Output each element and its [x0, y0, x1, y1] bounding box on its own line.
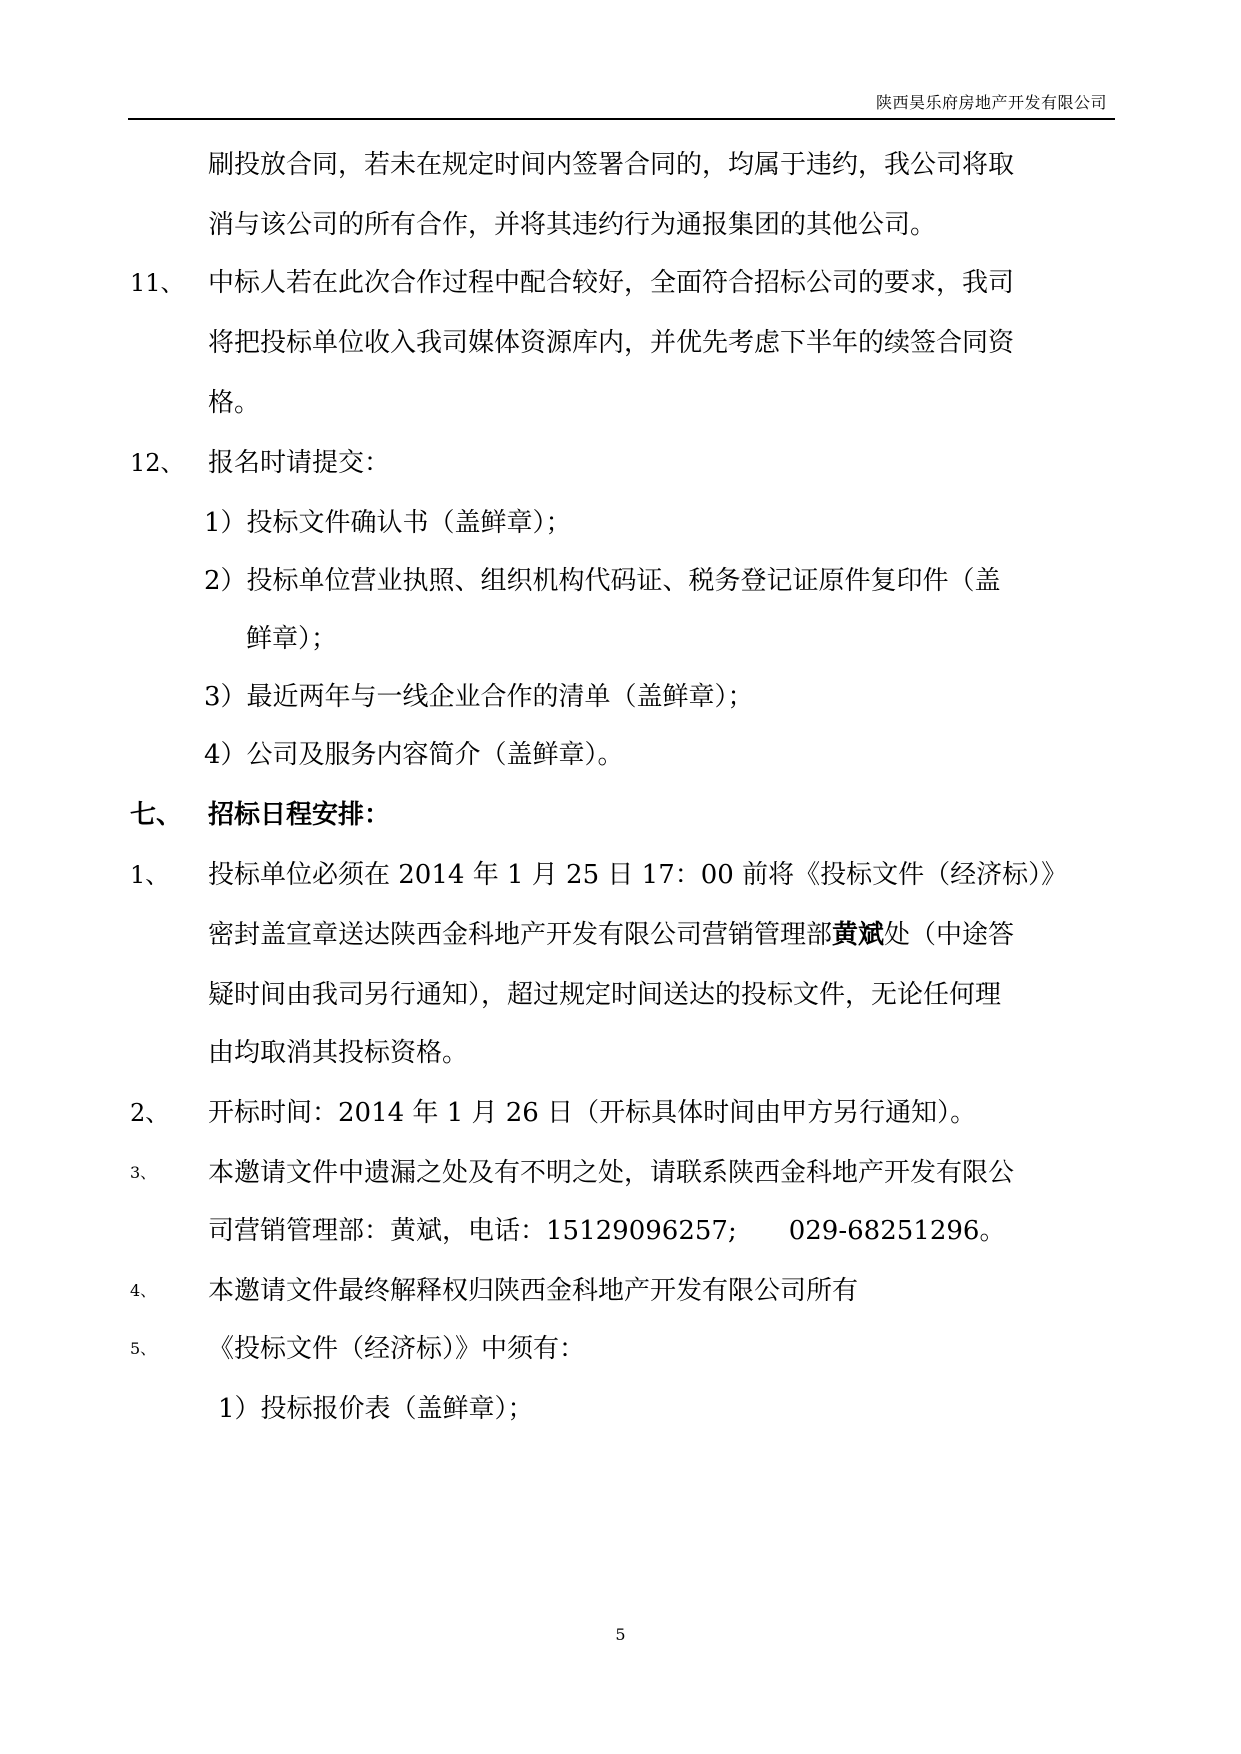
s7-item-5-sub1: 1）投标报价表（盖鲜章）；: [218, 1394, 534, 1424]
header-company-name: 陕西昊乐府房地产开发有限公司: [875, 93, 1107, 112]
s7-item-2-line1: 开标时间：2014 年 1 月 26 日（开标具体时间由甲方另行通知）。: [208, 1098, 977, 1128]
page-header: [128, 88, 1115, 120]
item-12-sub3: 3）最近两年与一线企业合作的清单（盖鲜章）；: [204, 682, 754, 712]
s7-item-1-line2: [208, 915, 1014, 955]
contact-name-bold: 黄斌: [832, 920, 885, 950]
s7-item-1-line2-b: 处（中途答: [884, 920, 1015, 950]
section-7-number: 七、: [130, 800, 183, 830]
item-12-number: 12、: [130, 449, 185, 477]
s7-item-4-number: 4、: [130, 1281, 157, 1300]
s7-item-2-number: 2、: [130, 1099, 170, 1127]
item-12-sub2-line1: 2）投标单位营业执照、组织机构代码证、税务登记证原件复印件（盖: [204, 566, 1001, 596]
item-12-text: 报名时请提交：: [208, 448, 391, 478]
page-number: 5: [615, 1625, 626, 1644]
s7-item-3-line2: 司营销管理部：黄斌，电话：15129096257; 029-68251296。: [208, 1216, 1006, 1246]
section-7-title: 招标日程安排：: [208, 800, 391, 830]
s7-item-3-line1: 本邀请文件中遗漏之处及有不明之处，请联系陕西金科地产开发有限公: [208, 1158, 1015, 1188]
item-12-sub2-line2: 鲜章）；: [246, 624, 338, 654]
item-11-number: 11、: [130, 269, 185, 297]
item-11-line2: 将把投标单位收入我司媒体资源库内，并优先考虑下半年的续签合同资: [208, 328, 1015, 358]
s7-item-1-line1: 投标单位必须在 2014 年 1 月 25 日 17：00 前将《投标文件（经济标）》: [208, 860, 1068, 890]
item-11-line3: 格。: [208, 388, 261, 418]
item-11-line1: 中标人若在此次合作过程中配合较好，全面符合招标公司的要求，我司: [208, 268, 1015, 298]
s7-item-5-number: 5、: [130, 1339, 157, 1358]
s7-item-5-line1: 《投标文件（经济标）》中须有：: [208, 1334, 586, 1364]
s7-item-3-number: 3、: [130, 1163, 157, 1182]
s7-item-1-line4: 由均取消其投标资格。: [208, 1038, 469, 1068]
item-12-sub4: 4）公司及服务内容简介（盖鲜章）。: [204, 740, 624, 770]
s7-item-1-line2-a: 密封盖宣章送达陕西金科地产开发有限公司营销管理部: [208, 920, 833, 950]
s7-item-4-line1: 本邀请文件最终解释权归陕西金科地产开发有限公司所有: [208, 1276, 859, 1306]
para10-line2: 消与该公司的所有合作，并将其违约行为通报集团的其他公司。: [208, 210, 937, 240]
s7-item-1-number: 1、: [130, 861, 170, 889]
item-12-sub1: 1）投标文件确认书（盖鲜章）；: [204, 508, 572, 538]
para10-line1: 刷投放合同，若未在规定时间内签署合同的，均属于违约，我公司将取: [208, 150, 1015, 180]
s7-item-1-line3: 疑时间由我司另行通知），超过规定时间送达的投标文件，无论任何理: [208, 980, 1002, 1010]
